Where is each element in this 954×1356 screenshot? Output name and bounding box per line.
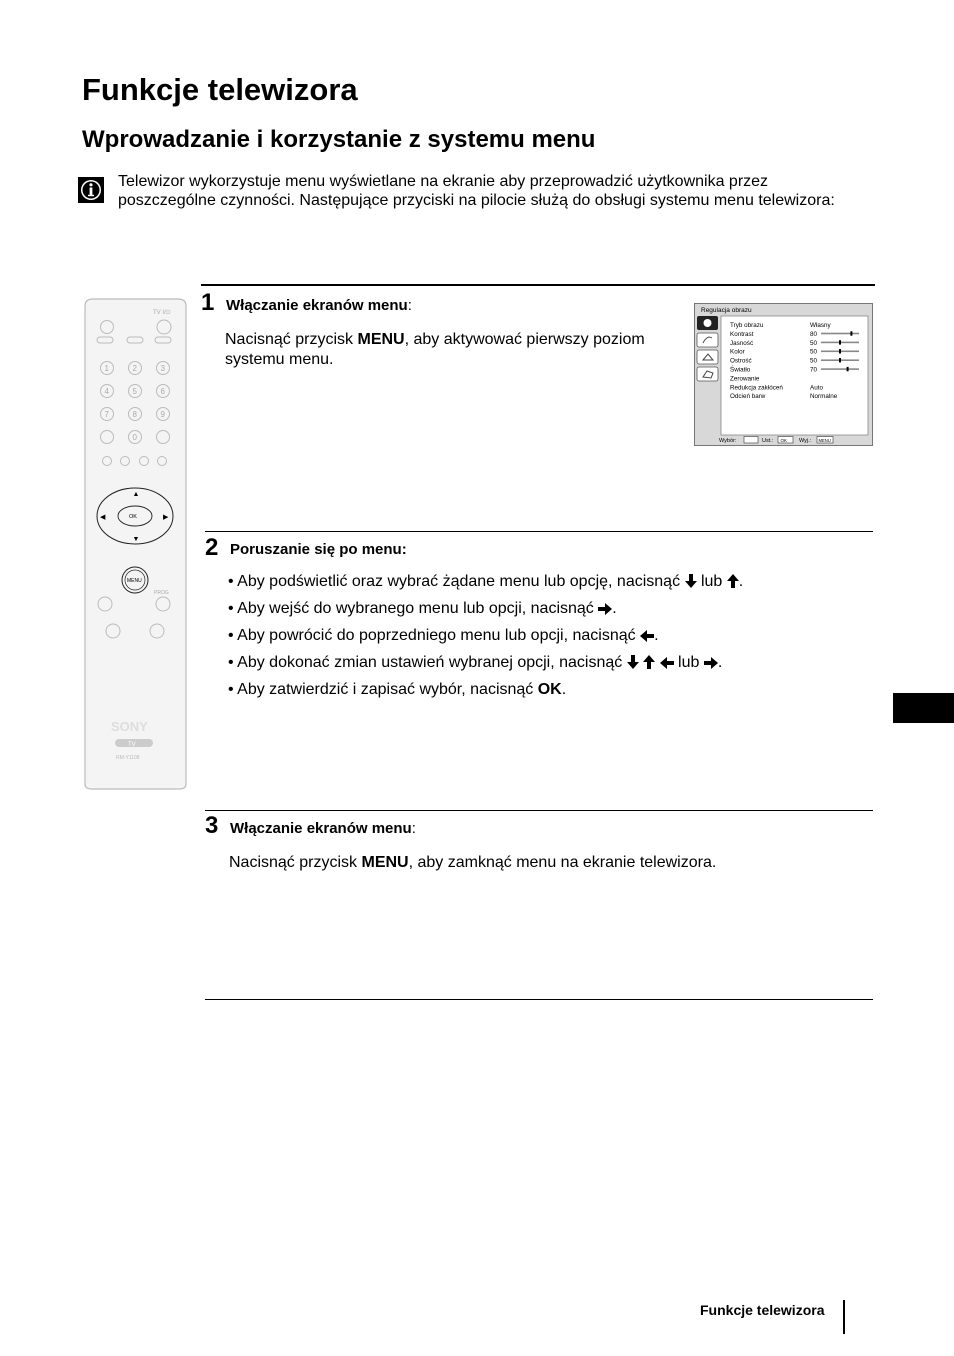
side-tab-marker xyxy=(893,693,954,723)
step1-heading xyxy=(226,297,412,314)
tv-menu-row-label: Odcień barw xyxy=(730,393,766,401)
step2-item-4-post: . xyxy=(717,654,723,671)
footer-label: Funkcje telewizora xyxy=(700,1302,825,1318)
step2-item-3-post: . xyxy=(654,627,659,644)
remote-digit-label: 0 xyxy=(132,433,137,442)
info-icon xyxy=(78,177,104,203)
remote-model-label: RM-Y1108 xyxy=(116,755,140,761)
step2-item-2 xyxy=(228,599,848,626)
arrow-up-icon xyxy=(643,655,655,669)
tv-menu-slider-marker xyxy=(850,331,852,335)
tv-menu-footer-exit-key: MENU xyxy=(818,437,831,443)
tv-menu-screenshot xyxy=(694,303,873,446)
setup-tab-icon xyxy=(697,367,718,381)
tv-menu-slider-marker xyxy=(839,349,841,353)
remote-arrow-down-icon: ▼ xyxy=(132,536,140,543)
step1-key: MENU xyxy=(357,331,405,348)
step1-rule xyxy=(201,284,875,286)
remote-menu-label: MENU xyxy=(127,578,142,584)
step2-item-4-pre: • Aby dokonać zmian ustawień wybranej opcji, nacisnąć xyxy=(228,654,627,671)
step3-rule xyxy=(205,810,873,811)
tv-menu-row-value: Własny xyxy=(810,322,831,329)
remote-digit-label: 2 xyxy=(132,364,137,373)
step1-number: 1 xyxy=(201,289,215,316)
step1-heading-colon: : xyxy=(407,297,412,314)
step2-item-5-key: OK xyxy=(537,681,562,698)
footer-bar xyxy=(843,1300,845,1334)
tv-menu-row-value: 70 xyxy=(810,366,818,374)
remote-arrow-left-icon: ◀ xyxy=(100,514,106,521)
step3-body xyxy=(229,853,849,873)
step2-heading: Poruszanie się po menu: xyxy=(230,541,407,558)
step2-item-1-pre: • Aby podświetlić oraz wybrać żądane menu lub opcję, nacisnąć xyxy=(228,573,685,590)
arrow-down-icon xyxy=(685,574,697,588)
step3-heading xyxy=(230,820,416,837)
tv-menu-slider-track xyxy=(821,368,859,370)
tv-menu-footer-set-key: OK xyxy=(780,437,788,443)
step1-post: , aby aktywować pierwszy poziom systemu menu. xyxy=(225,331,645,368)
sound-tab-icon xyxy=(697,333,718,347)
tv-menu-row-value: 80 xyxy=(810,330,818,338)
remote-arrow-right-icon: ▶ xyxy=(163,514,169,521)
step2-item-1 xyxy=(228,572,848,599)
remote-prog-label: PROG xyxy=(154,590,169,596)
step3-post: , aby zamknąć menu na ekranie telewizora. xyxy=(408,854,717,871)
tv-menu-title: Regulacja obrazu xyxy=(701,307,752,314)
step3-key: MENU xyxy=(361,854,409,871)
arrow-left-icon xyxy=(640,630,654,642)
tv-menu-footer-select: Wybór: xyxy=(719,438,737,444)
arrow-up-icon xyxy=(727,574,739,588)
remote-digit-label: 7 xyxy=(104,410,109,419)
step2-number: 2 xyxy=(205,534,219,561)
steps-end-rule xyxy=(205,999,873,1000)
tv-menu-row-value: 50 xyxy=(810,357,818,365)
tv-menu-row-label: Jasność xyxy=(730,339,754,347)
remote-tv-label: TV xyxy=(128,742,136,748)
step2-list xyxy=(228,572,848,707)
tv-menu-row-value: 50 xyxy=(810,348,818,356)
tv-menu-row-label: Zerowanie xyxy=(730,375,760,383)
section-title: Wprowadzanie i korzystanie z systemu menu xyxy=(82,126,596,153)
remote-control-illustration xyxy=(83,298,188,790)
step2-item-5-pre: • Aby zatwierdzić i zapisać wybór, nacisnąć xyxy=(228,681,538,698)
tv-menu-row-label: Kolor xyxy=(730,348,745,356)
tv-menu-slider-marker xyxy=(847,367,849,371)
tv-menu-row-label: Redukcja zakłóceń xyxy=(730,384,783,392)
arrow-right-icon xyxy=(598,603,612,615)
updown-keys-icon xyxy=(744,437,758,444)
tv-menu-slider-track xyxy=(821,333,859,335)
step2-item-4-mid: lub xyxy=(673,654,704,671)
remote-arrow-up-icon: ▲ xyxy=(132,491,140,498)
tv-menu-slider-marker xyxy=(839,358,841,362)
remote-brand-logo: SONY xyxy=(111,719,148,734)
arrow-right-icon xyxy=(704,657,718,669)
tv-menu-row-value: Normalne xyxy=(810,393,838,401)
step2-item-1-mid: lub xyxy=(696,573,727,590)
page-title: Funkcje telewizora xyxy=(82,72,358,107)
remote-digit-label: 4 xyxy=(104,387,109,396)
step3-number: 3 xyxy=(205,812,219,839)
features-tab-icon xyxy=(697,350,718,364)
remote-digit-label: 5 xyxy=(132,387,137,396)
step3-heading-text: Włączanie ekranów menu xyxy=(230,820,412,837)
tv-menu-row-label: Światło xyxy=(730,366,751,374)
tv-menu-row-label: Kontrast xyxy=(730,330,754,338)
step2-item-3 xyxy=(228,626,848,653)
step1-body xyxy=(225,330,675,370)
step2-item-5 xyxy=(228,680,848,707)
tv-menu-row-value: Auto xyxy=(810,384,823,392)
arrow-left-icon xyxy=(660,657,674,669)
step2-item-4 xyxy=(228,653,848,680)
remote-top-right-label: TV I/⏻ xyxy=(153,310,171,316)
step2-item-5-post: . xyxy=(561,681,567,698)
step2-rule xyxy=(205,531,873,532)
arrow-down-icon xyxy=(627,655,639,669)
remote-digit-label: 6 xyxy=(160,387,165,396)
remote-digit-label: 8 xyxy=(132,410,137,419)
remote-digit-label: 1 xyxy=(104,364,109,373)
step3-pre: Nacisnąć przycisk xyxy=(229,854,362,871)
tv-menu-row-label: Ostrość xyxy=(730,357,752,365)
tv-menu-footer-exit: Wyj.: xyxy=(799,438,812,444)
tv-menu-footer-set: Ust.: xyxy=(762,438,774,444)
tv-menu-row-label: Tryb obrazu xyxy=(730,322,764,329)
step3-heading-colon: : xyxy=(411,820,416,837)
remote-digit-label: 3 xyxy=(160,364,165,373)
intro-text: Telewizor wykorzystuje menu wyświetlane na ekranie aby przeprowadzić użytkownika przez poszczególne czynności. Następujące przyciski na pilocie służą do obsługi systemu menu telewizora: xyxy=(118,173,835,209)
step2-item-2-pre: • Aby wejść do wybranego menu lub opcji, nacisnąć xyxy=(228,600,599,617)
step2-item-3-pre: • Aby powrócić do poprzedniego menu lub opcji, nacisnąć xyxy=(228,627,641,644)
step2-item-2-post: . xyxy=(612,600,617,617)
step1-heading-text: Włączanie ekranów menu xyxy=(226,297,408,314)
remote-digit-label: 9 xyxy=(160,410,165,419)
remote-ok-label: OK xyxy=(129,514,137,520)
tv-menu-row-value: 50 xyxy=(810,339,818,347)
tv-menu-slider-marker xyxy=(839,340,841,344)
step1-pre: Nacisnąć przycisk xyxy=(225,331,358,348)
step2-item-1-post: . xyxy=(738,573,744,590)
